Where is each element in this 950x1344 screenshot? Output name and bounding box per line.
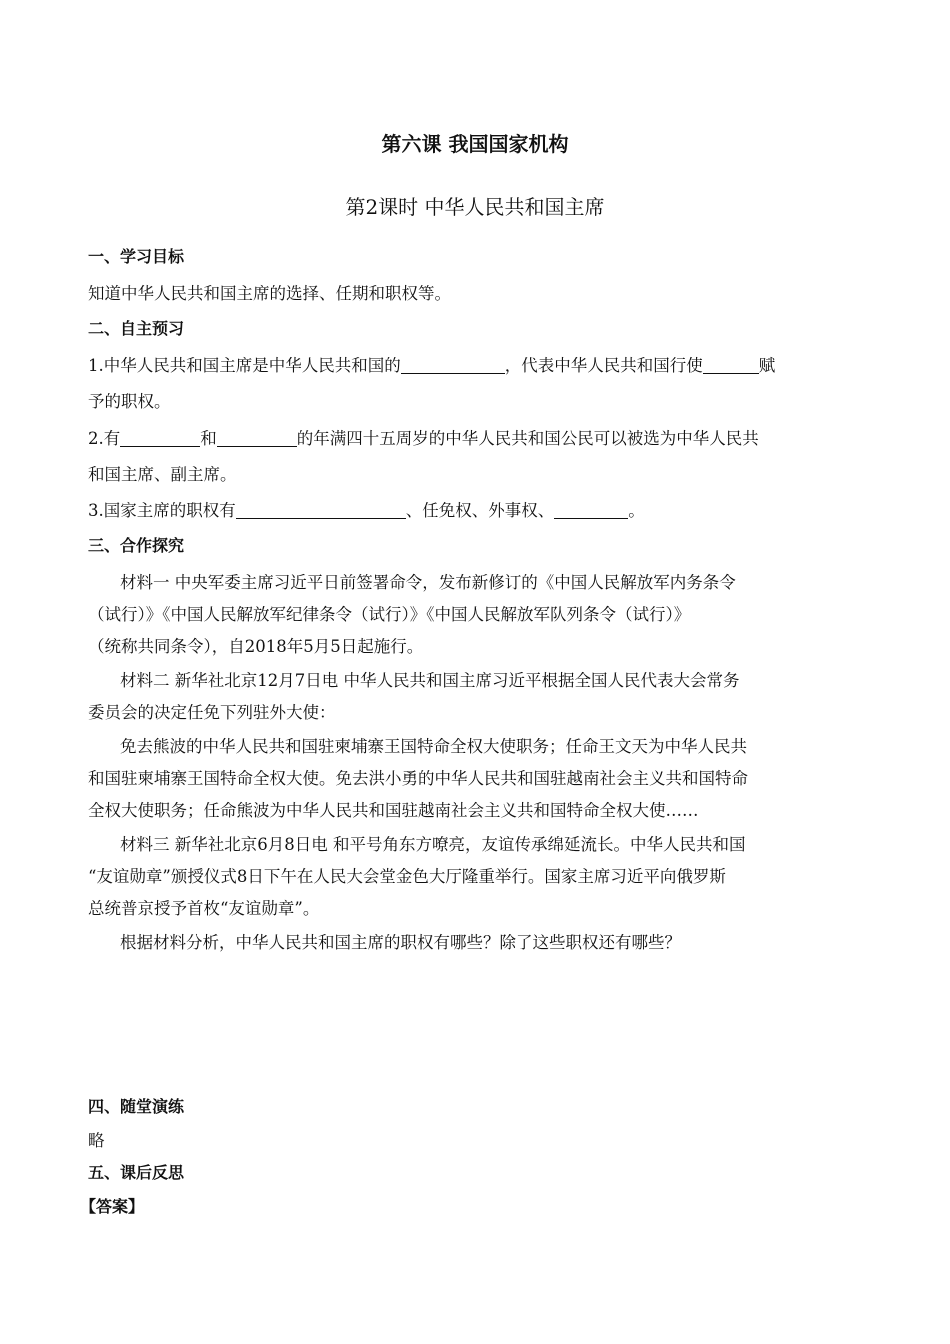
- section-heading-practice: 四、随堂演练: [88, 1097, 185, 1116]
- material-2-line: 委员会的决定任免下列驻外大使：: [88, 703, 336, 722]
- material-1-line: （统称共同条令），自2018年5月5日起施行。: [88, 637, 424, 656]
- q2-text-part1: 2.有: [88, 429, 121, 448]
- material-3-line: “友谊勋章”颁授仪式8日下午在人民大会堂金色大厅隆重举行。国家主席习近平向俄罗斯: [88, 867, 726, 886]
- material-1-line: 材料一 中央军委主席习近平日前签署命令，发布新修订的《中国人民解放军内务条令: [120, 573, 736, 592]
- material-2-detail-line: 免去熊波的中华人民共和国驻柬埔寨王国特命全权大使职务；任命王文天为中华人民共: [120, 737, 747, 756]
- material-1-line: （试行）》《中国人民解放军纪律条令（试行）》《中国人民解放军队列条令（试行）》: [88, 605, 691, 624]
- section-heading-preview: 二、自主预习: [88, 319, 185, 338]
- preview-question-1-line2: 予的职权。: [88, 392, 171, 411]
- q3-text-part1: 3.国家主席的职权有: [88, 501, 236, 520]
- lesson-subtitle: 第2课时 中华人民共和国主席: [345, 195, 605, 219]
- material-3-line: 材料三 新华社北京6月8日电 和平号角东方嘹亮，友谊传承绵延流长。中华人民共和国: [120, 835, 746, 854]
- q1-blank-1[interactable]: [401, 357, 505, 374]
- q1-text-part3: 赋: [758, 356, 776, 375]
- objectives-text: 知道中华人民共和国主席的选择、任期和职权等。: [88, 284, 451, 303]
- q3-blank-1[interactable]: [236, 502, 406, 519]
- q2-text-part2: 和: [200, 429, 217, 448]
- material-2-line: 材料二 新华社北京12月7日电 中华人民共和国主席习近平根据全国人民代表大会常务: [120, 671, 740, 690]
- preview-question-2-line2: 和国主席、副主席。: [88, 465, 237, 484]
- analysis-question: 根据材料分析，中华人民共和国主席的职权有哪些？除了这些职权还有哪些？: [120, 933, 681, 952]
- q2-text-part3: 的年满四十五周岁的中华人民共和国公民可以被选为中华人民共: [296, 429, 759, 448]
- q1-text-part2: ，代表中华人民共和国行使: [504, 356, 703, 375]
- material-3-line: 总统普京授予首枚“友谊勋章”。: [88, 899, 320, 918]
- section-heading-reflection: 五、课后反思: [88, 1163, 185, 1182]
- q1-text-part1: 1.中华人民共和国主席是中华人民共和国的: [88, 356, 401, 375]
- answer-heading: 【答案】: [80, 1197, 145, 1216]
- preview-question-3: [88, 497, 645, 521]
- section-heading-objectives: 一、学习目标: [88, 247, 185, 266]
- q3-text-part2: 、任免权、外事权、: [405, 501, 555, 520]
- material-2-detail-line: 和国驻柬埔寨王国特命全权大使。免去洪小勇的中华人民共和国驻越南社会主义共和国特命: [88, 769, 748, 788]
- lesson-title: 第六课 我国国家机构: [381, 132, 569, 156]
- q3-text-part3: 。: [628, 501, 645, 520]
- preview-question-1: [88, 352, 775, 376]
- q3-blank-2[interactable]: [554, 502, 628, 519]
- q2-blank-2[interactable]: [217, 430, 297, 447]
- section-heading-explore: 三、合作探究: [88, 536, 185, 555]
- q1-blank-2[interactable]: [703, 357, 759, 374]
- q2-blank-1[interactable]: [120, 430, 200, 447]
- material-2-detail-line: 全权大使职务；任命熊波为中华人民共和国驻越南社会主义共和国特命全权大使……: [88, 801, 699, 820]
- practice-text: 略: [88, 1131, 105, 1150]
- preview-question-2: [88, 425, 759, 449]
